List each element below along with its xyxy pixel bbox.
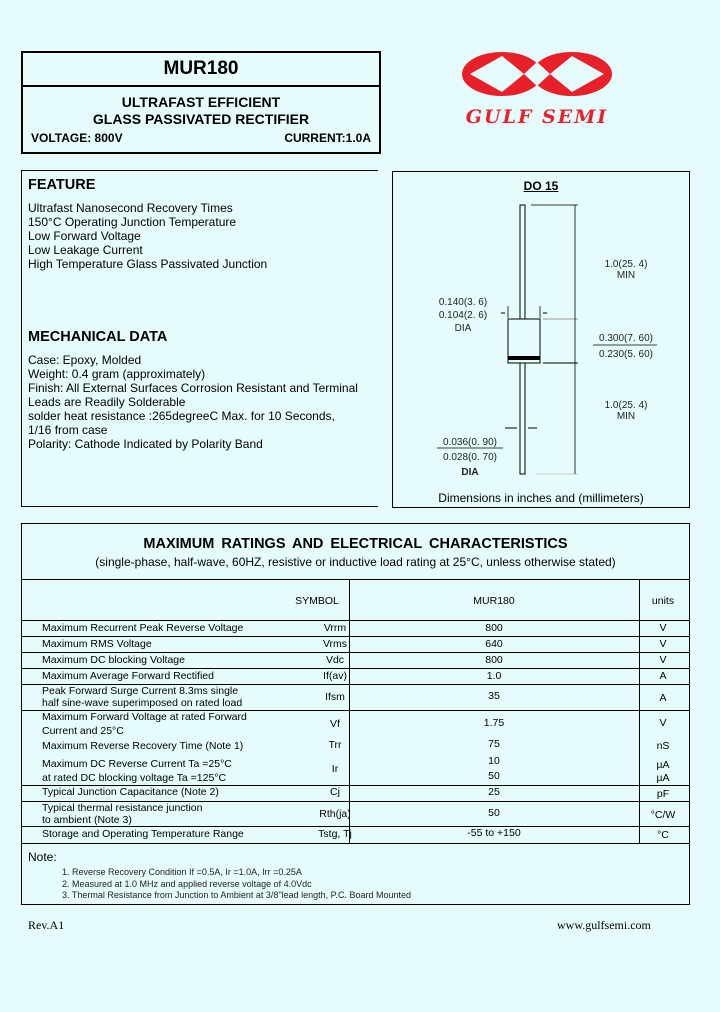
- value-cell: 75: [488, 738, 500, 750]
- param-label-line2: to ambient (Note 3): [42, 814, 132, 826]
- param-label: Maximum RMS Voltage: [42, 638, 152, 650]
- value-cell: 640: [485, 638, 503, 650]
- lead-length-bottom-dim: 1.0(25. 4) MIN: [604, 400, 648, 422]
- divider: [22, 652, 689, 653]
- subtitle-line2: GLASS PASSIVATED RECTIFIER: [92, 111, 310, 127]
- param-label: Maximum DC blocking Voltage: [42, 654, 185, 666]
- param-label: Maximum DC Reverse Current Ta =25°C: [42, 758, 232, 770]
- divider: [22, 843, 689, 844]
- symbol-cell: Ifsm: [325, 691, 345, 703]
- symbol-cell: Vf: [330, 718, 340, 730]
- header-value: MUR180: [473, 595, 515, 607]
- value-cell: 35: [488, 690, 500, 702]
- value-cell: 1.0: [486, 670, 502, 682]
- param-label-line2: Current and 25°C: [42, 725, 124, 737]
- unit-cell: A: [659, 692, 667, 704]
- value-cell: 1.75: [483, 717, 505, 729]
- value-cell: 800: [485, 622, 503, 634]
- mechanical-list: [28, 353, 358, 451]
- divider: [22, 636, 689, 637]
- unit-cell: nS: [656, 740, 670, 752]
- package-diagram-box: [392, 171, 690, 508]
- note-item: 3. Thermal Resistance from Junction to Ambient at 3/8"lead length, P.C. Board Mounted: [62, 890, 412, 900]
- title-box: [21, 51, 381, 154]
- value-cell: 25: [488, 786, 500, 798]
- divider: [22, 579, 689, 580]
- unit-cell: µA: [656, 772, 670, 784]
- divider: [22, 668, 689, 669]
- symbol-cell: Rth(ja): [319, 808, 351, 820]
- logo-text: GULF SEMI: [465, 106, 609, 128]
- feature-list: [28, 201, 267, 271]
- mechanical-heading: MECHANICAL DATA: [28, 329, 168, 345]
- notes-list: [62, 867, 411, 902]
- param-label-line2: at rated DC blocking voltage Ta =125°C: [42, 772, 227, 784]
- subtitle-line1: ULTRAFAST EFFICIENT: [121, 94, 281, 110]
- feature-item: Low Forward Voltage: [28, 229, 141, 243]
- param-label: Maximum Average Forward Rectified: [42, 670, 214, 682]
- package-title: DO 15: [523, 179, 559, 193]
- gulf-semi-logo: [462, 50, 612, 130]
- note-item: 2. Measured at 1.0 MHz and applied reverse voltage of 4.0Vdc: [62, 878, 312, 889]
- symbol-cell: Tstg, Tj: [318, 828, 352, 840]
- unit-cell: V: [659, 638, 667, 650]
- unit-cell: °C: [657, 829, 669, 841]
- header-units: units: [651, 595, 675, 607]
- symbol-cell: Ir: [331, 763, 339, 775]
- mechanical-item: Leads are Readily Solderable: [28, 395, 186, 409]
- param-label: Maximum Forward Voltage at rated Forward: [42, 711, 247, 723]
- value-cell: 10: [488, 755, 500, 767]
- ratings-title: MAXIMUM RATINGS AND ELECTRICAL CHARACTERISTICS: [143, 536, 568, 552]
- symbol-cell: Vrms: [322, 638, 348, 650]
- unit-cell: A: [659, 670, 667, 682]
- mechanical-item: Case: Epoxy, Molded: [28, 353, 142, 367]
- mechanical-item: solder heat resistance :265degreeC Max. for 10 Seconds,: [28, 409, 335, 423]
- mechanical-item: 1/16 from case: [28, 423, 108, 437]
- feature-item: Ultrafast Nanosecond Recovery Times: [28, 201, 233, 215]
- feature-item: 150°C Operating Junction Temperature: [28, 215, 237, 229]
- value-cell: -55 to +150: [467, 827, 521, 839]
- mechanical-item: Polarity: Cathode Indicated by Polarity Band: [28, 437, 263, 451]
- unit-cell: °C/W: [650, 809, 676, 821]
- voltage-current-row: [31, 131, 371, 145]
- feature-heading: FEATURE: [28, 177, 96, 193]
- symbol-cell: Cj: [330, 786, 340, 798]
- param-label-line2: half sine-wave superimposed on rated load: [42, 697, 243, 709]
- unit-cell: µA: [656, 759, 670, 771]
- param-label: Maximum Recurrent Peak Reverse Voltage: [42, 622, 244, 634]
- ratings-table: [21, 523, 690, 905]
- param-label: Typical Junction Capacitance (Note 2): [42, 786, 219, 798]
- feature-mechanical-box: [21, 170, 378, 507]
- feature-item: Low Leakage Current: [28, 243, 143, 257]
- note-item: 1. Reverse Recovery Condition If =0.5A, Ir =1.0A, Irr =0.25A: [62, 867, 302, 877]
- symbol-cell: Vdc: [325, 654, 345, 666]
- value-cell: 50: [488, 770, 500, 782]
- header-symbol: SYMBOL: [295, 595, 339, 607]
- param-label: Storage and Operating Temperature Range: [42, 828, 244, 840]
- lead-diameter-dim: 0.036(0. 90) 0.028(0. 70) DIA: [443, 437, 497, 478]
- column-divider: [639, 579, 640, 843]
- mechanical-item: Finish: All External Surfaces Corrosion Resistant and Terminal: [28, 381, 358, 395]
- notes-label: Note:: [28, 850, 57, 864]
- ratings-subtitle: (single-phase, half-wave, 60HZ, resistive or inductive load rating at 25°C, unless otherwise stated): [95, 555, 616, 569]
- lead-length-top-dim: 1.0(25. 4) MIN: [604, 259, 648, 281]
- symbol-cell: Trr: [328, 739, 342, 751]
- divider: [22, 620, 689, 621]
- feature-item: High Temperature Glass Passivated Junction: [28, 257, 268, 271]
- symbol-cell: If(av): [323, 670, 347, 682]
- value-cell: 800: [485, 654, 503, 666]
- gulf-semi-logo-icon: [462, 50, 612, 106]
- unit-cell: V: [659, 622, 667, 634]
- column-divider: [349, 579, 350, 843]
- website-link[interactable]: www.gulfsemi.com: [557, 918, 651, 932]
- revision-label: Rev.A1: [28, 918, 65, 932]
- mechanical-item: Weight: 0.4 gram (approximately): [28, 367, 206, 381]
- value-cell: 50: [488, 807, 500, 819]
- unit-cell: V: [659, 717, 667, 729]
- body-diameter-dim: 0.140(3. 6) 0.104(2. 6) DIA: [438, 297, 488, 334]
- voltage-rating: VOLTAGE: 800V: [31, 131, 123, 145]
- param-label: Peak Forward Surge Current 8.3ms single: [42, 685, 239, 697]
- symbol-cell: Vrrm: [323, 622, 347, 634]
- unit-cell: V: [659, 654, 667, 666]
- part-number: MUR180: [23, 53, 379, 87]
- current-rating: CURRENT:1.0A: [284, 131, 371, 145]
- dimensions-caption: Dimensions in inches and (millimeters): [438, 491, 644, 505]
- param-label: Maximum Reverse Recovery Time (Note 1): [42, 740, 244, 752]
- unit-cell: pF: [656, 788, 670, 800]
- param-label: Typical thermal resistance junction: [42, 802, 203, 814]
- body-length-dim: 0.300(7. 60) 0.230(5. 60): [599, 333, 653, 360]
